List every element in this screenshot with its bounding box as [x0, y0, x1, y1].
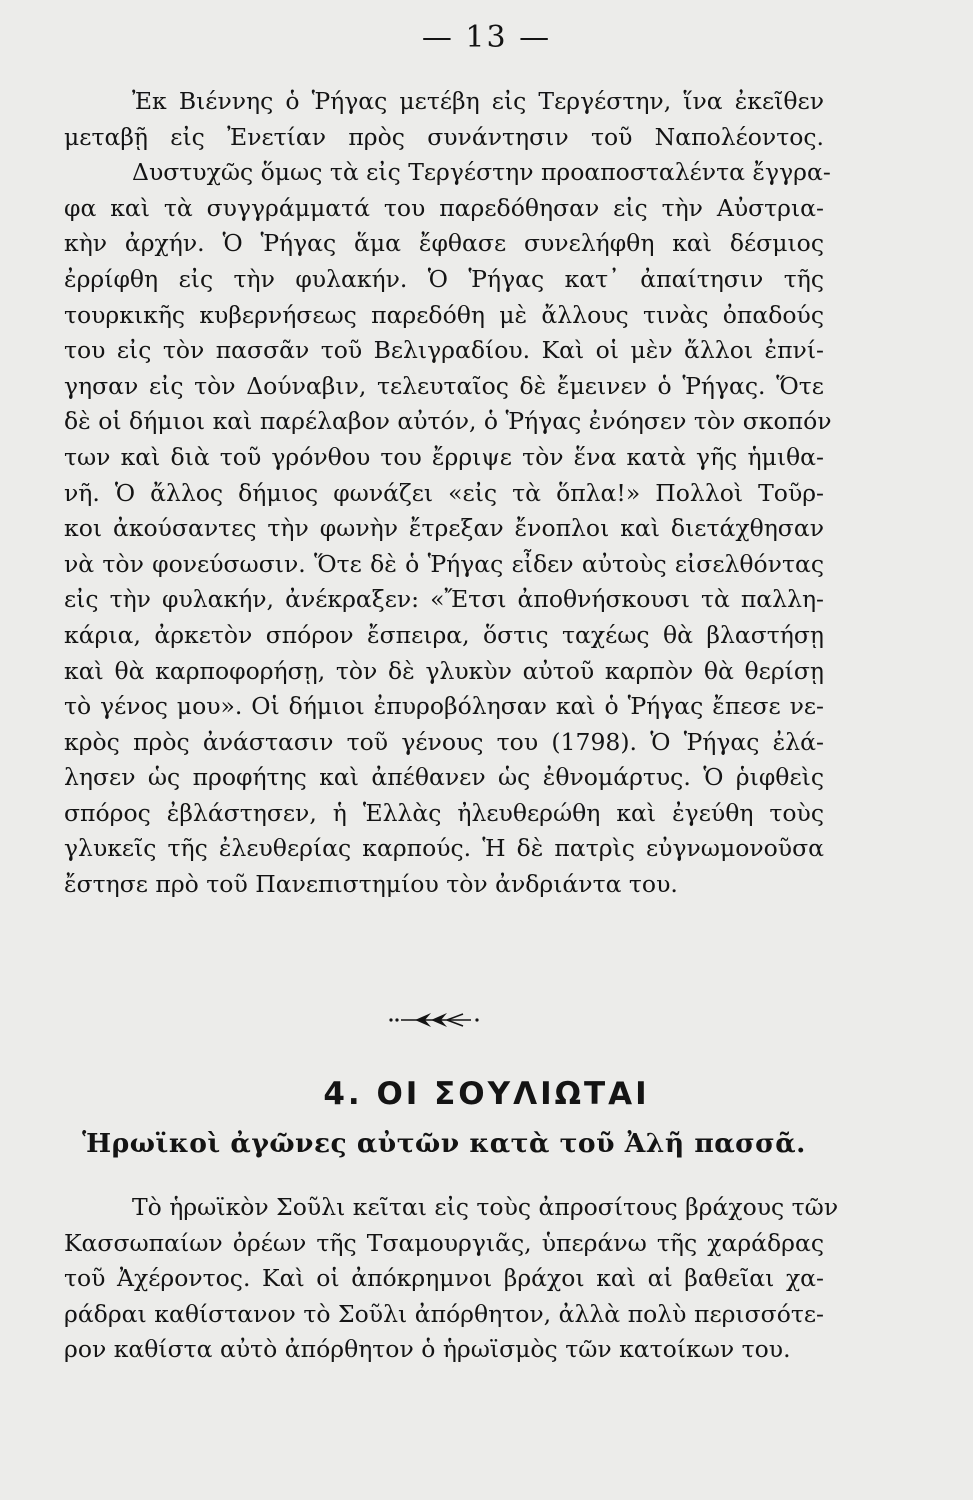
text-line: τὸ γένος μου». Οἱ δήμιοι ἐπυροβόλησαν καὶ ὁ Ῥήγας ἔπεσε νε-: [64, 692, 824, 721]
text-line: του εἰς τὸν πασσᾶν τοῦ Βελιγραδίου. Καὶ οἱ μὲν ἄλλοι ἐπνί-: [64, 336, 824, 365]
text-line: ἐρρίφθη εἰς τὴν φυλακήν. Ὁ Ῥήγας κατ᾽ ἀπαίτησιν τῆς: [64, 264, 824, 293]
text-line: κοι ἀκούσαντες τὴν φωνὴν ἔτρεξαν ἔνοπλοι καὶ διετάχθησαν: [64, 514, 824, 543]
section-3-paragraph: [64, 84, 832, 903]
text-line: γησαν εἰς τὸν Δούναβιν, τελευταῖος δὲ ἔμεινεν ὁ Ῥήγας. Ὅτε: [64, 371, 824, 400]
text-line: μεταβῇ εἰς Ἐνετίαν πρὸς συνάντησιν τοῦ Ναπολέοντος.: [64, 122, 824, 151]
text-line: κρὸς πρὸς ἀνάστασιν τοῦ γένους του (1798). Ὁ Ῥήγας ἐλά-: [64, 727, 824, 756]
text-line: κάρια, ἀρκετὸν σπόρον ἔσπειρα, ὅστις ταχέως θὰ βλαστήσῃ: [64, 620, 824, 649]
text-line: τοῦ Ἀχέροντος. Καὶ οἱ ἀπόκρημνοι βράχοι καὶ αἱ βαθεῖαι χα-: [64, 1264, 824, 1293]
text-line: Ἐκ Βιέννης ὁ Ῥήγας μετέβη εἰς Τεργέστην, ἵνα ἐκεῖθεν: [132, 87, 824, 115]
text-line: σπόρος ἐβλάστησεν, ἡ Ἑλλὰς ἠλευθερώθη καὶ ἐγεύθη τοὺς: [64, 798, 824, 827]
text-line: δὲ οἱ δήμιοι καὶ παρέλαβον αὐτόν, ὁ Ῥήγας ἐνόησεν τὸν σκοπόν: [64, 407, 832, 436]
text-line: ἔστησε πρὸ τοῦ Πανεπιστημίου τὸν ἀνδριάντα του.: [64, 870, 678, 899]
section-heading: 4. ΟΙ ΣΟΥΛΙΩΤΑΙ: [323, 1076, 650, 1112]
page-number: — 13 —: [421, 20, 552, 55]
text-line: Τὸ ἡρωϊκὸν Σοῦλι κεῖται εἰς τοὺς ἀπροσίτους βράχους τῶν: [132, 1193, 839, 1221]
text-line: λησεν ὡς προφήτης καὶ ἀπέθανεν ὡς ἐθνομάρτυς. Ὁ ῥιφθεὶς: [64, 763, 824, 792]
text-line: κὴν ἀρχήν. Ὁ Ῥήγας ἅμα ἔφθασε συνελήφθη καὶ δέσμιος: [64, 229, 824, 258]
text-line: ρον καθίστα αὐτὸ ἀπόρθητον ὁ ἡρωϊσμὸς τῶν κατοίκων του.: [64, 1335, 791, 1364]
section-divider-ornament-icon: [385, 1010, 485, 1030]
text-line: νῆ. Ὁ ἄλλος δήμιος φωνάζει «εἰς τὰ ὅπλα!» Πολλοὶ Τοῦρ-: [64, 478, 824, 507]
text-line: φα καὶ τὰ συγγράμματά του παρεδόθησαν εἰς τὴν Αὐστρια-: [64, 193, 824, 222]
text-line: καὶ θὰ καρποφορήσῃ, τὸν δὲ γλυκὺν αὐτοῦ καρπὸν θὰ θερίσῃ: [64, 656, 824, 685]
text-line: ράδραι καθίστανον τὸ Σοῦλι ἀπόρθητον, ἀλλὰ πολὺ περισσότε-: [64, 1299, 824, 1328]
section-subheading: Ἡρωϊκοὶ ἀγῶνες αὐτῶν κατὰ τοῦ Ἀλῆ πασσᾶ.: [82, 1128, 806, 1159]
text-line: νὰ τὸν φονεύσωσιν. Ὅτε δὲ ὁ Ῥήγας εἶδεν αὐτοὺς εἰσελθόντας: [64, 549, 824, 578]
text-line: εἰς τὴν φυλακήν, ἀνέκραξεν: «Ἔτσι ἀποθνήσκουσι τὰ παλλη-: [64, 585, 824, 614]
section-4-paragraph: [64, 1190, 839, 1368]
text-line: Δυστυχῶς ὅμως τὰ εἰς Τεργέστην προαποσταλέντα ἔγγρα-: [132, 158, 831, 187]
text-line: των καὶ διὰ τοῦ γρόνθου του ἔρριψε τὸν ἕνα κατὰ γῆς ἡμιθα-: [64, 442, 824, 471]
text-line: τουρκικῆς κυβερνήσεως παρεδόθη μὲ ἄλλους τινὰς ὀπαδούς: [64, 300, 824, 329]
text-line: γλυκεῖς τῆς ἐλευθερίας καρπούς. Ἡ δὲ πατρὶς εὐγνωμονοῦσα: [64, 834, 824, 863]
text-line: Κασσωπαίων ὀρέων τῆς Τσαμουργιᾶς, ὑπεράνω τῆς χαράδρας: [64, 1228, 824, 1257]
